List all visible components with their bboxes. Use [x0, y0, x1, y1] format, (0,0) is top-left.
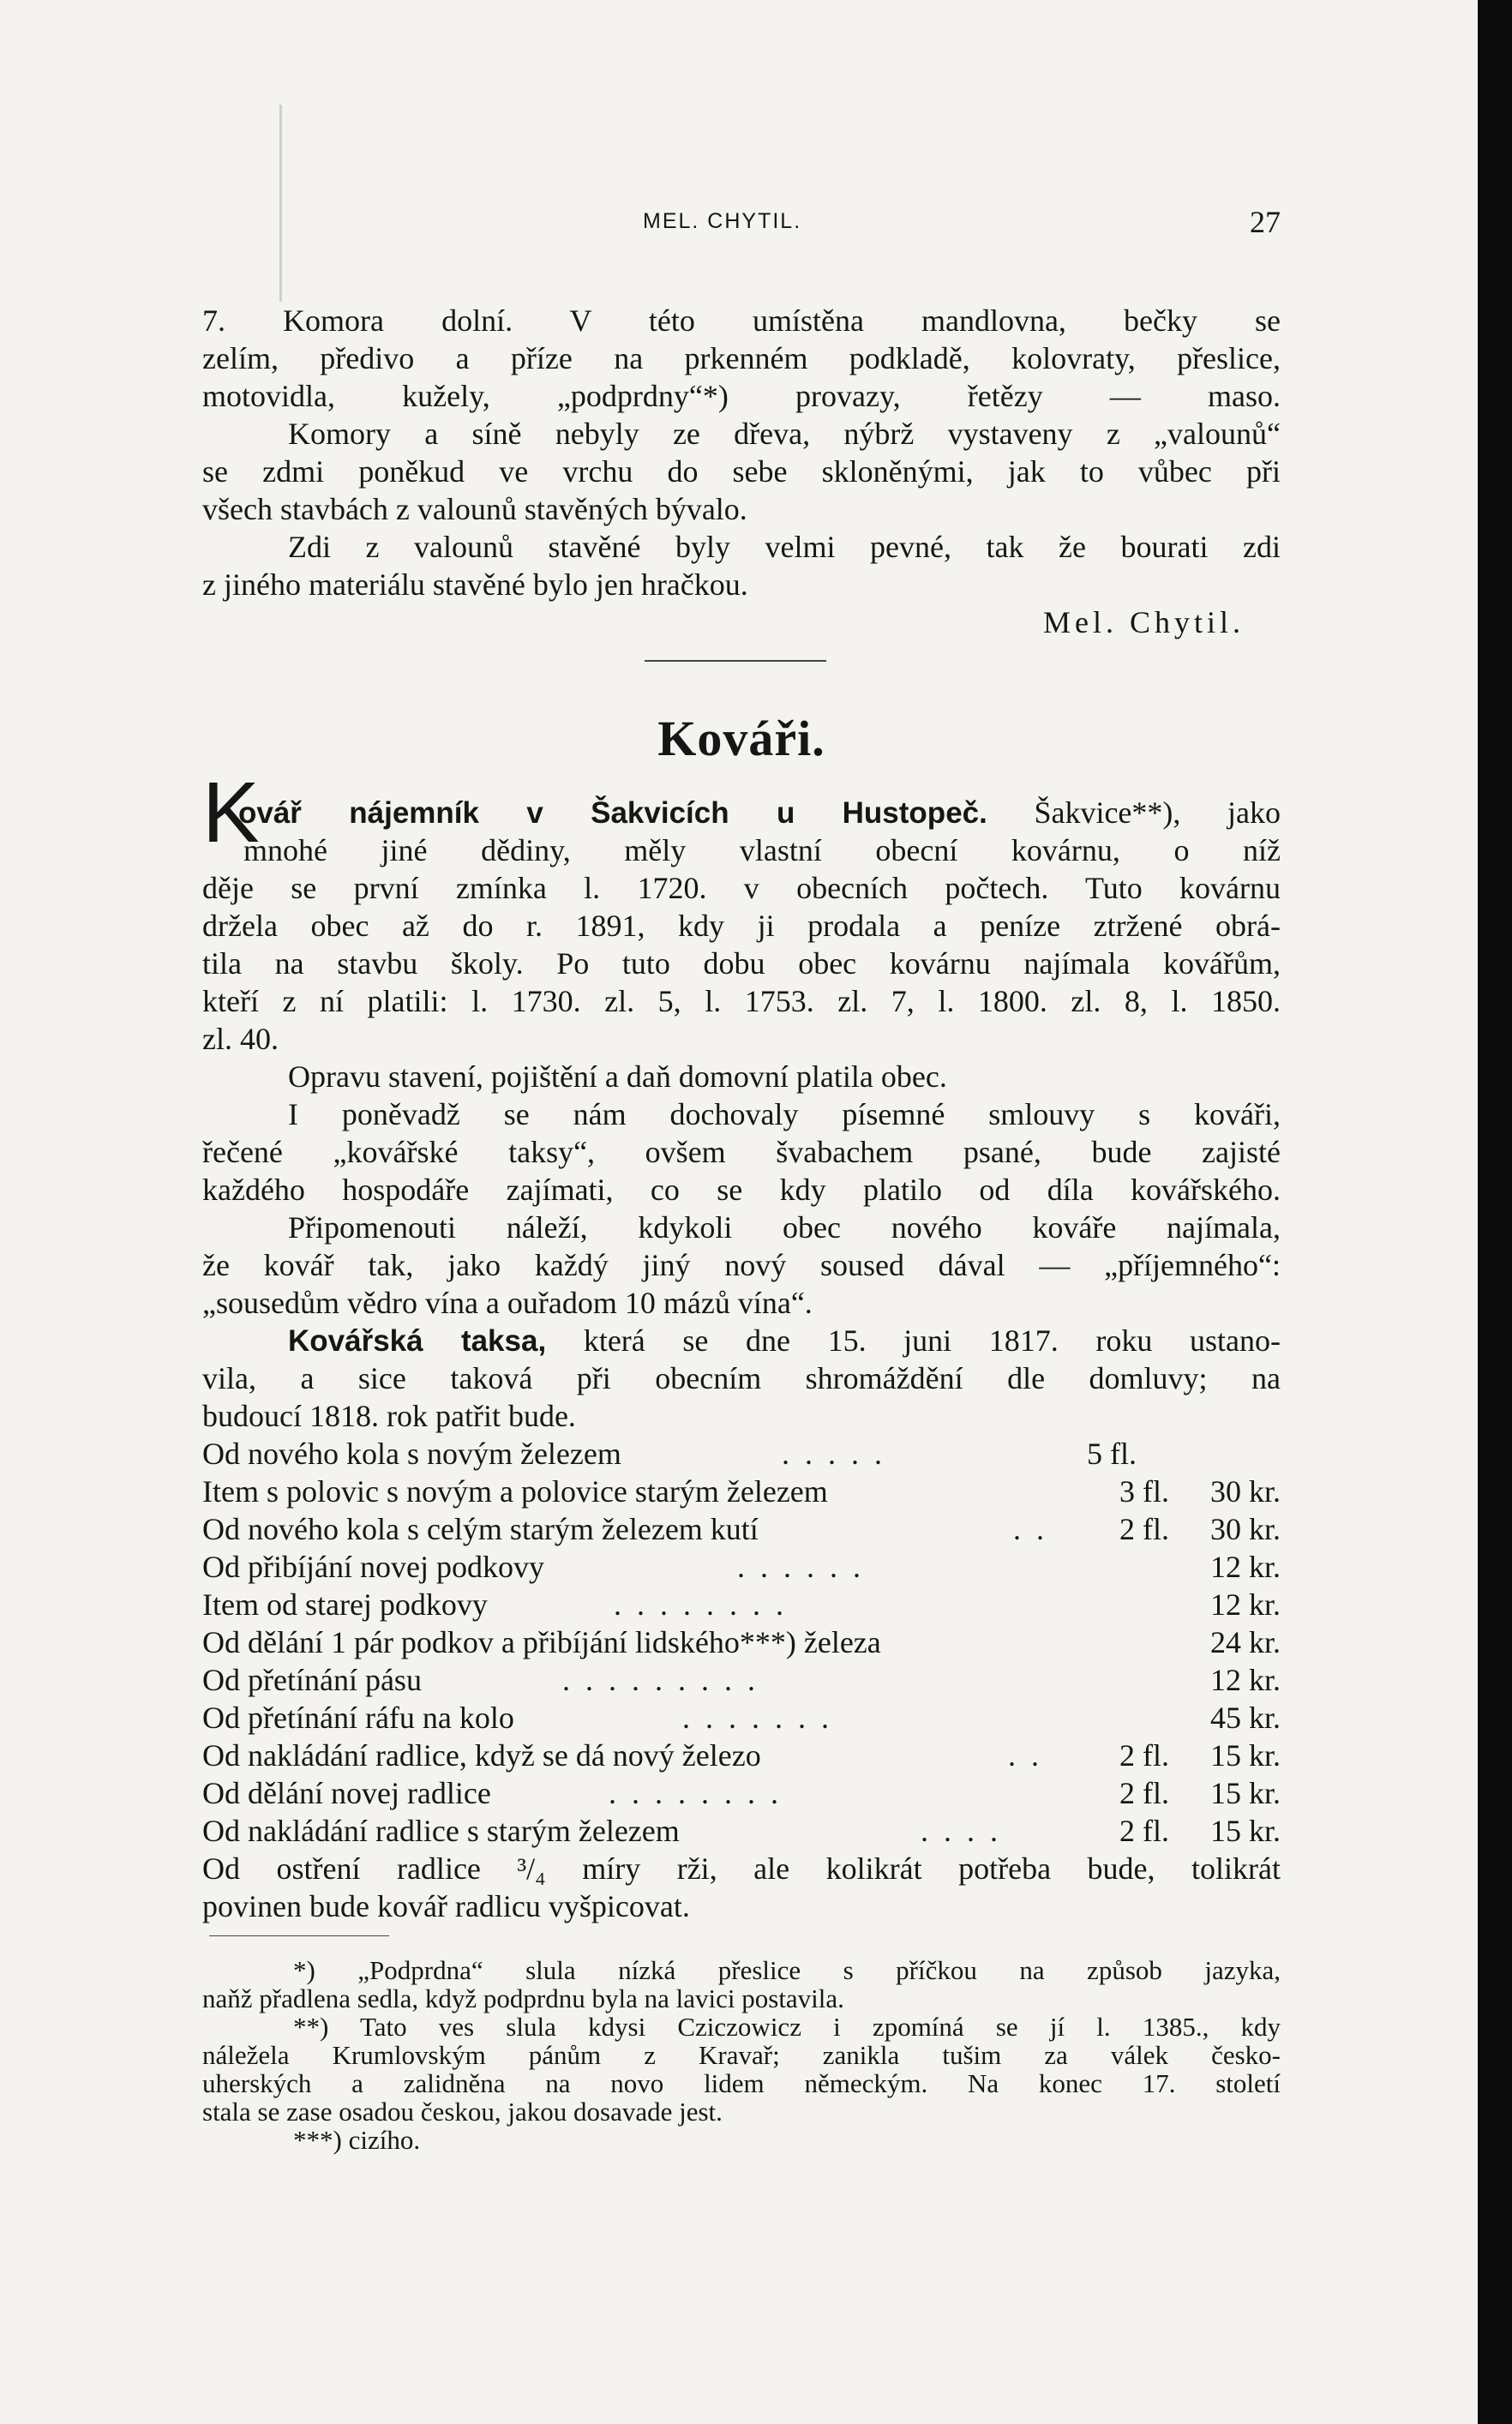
tariff-kr: 12 kr. — [1209, 1550, 1281, 1584]
text-line: kteří z ní platili: l. 1730. zl. 5, l. 1753. zl. 7, l. 1800. zl. 8, l. 1850. — [202, 984, 1281, 1018]
tariff-row — [202, 1812, 1281, 1850]
tariff-item: Item od starej podkovy — [202, 1587, 488, 1622]
footnote-line: naňž přadlena sedla, když podprdnu byla na lavici postavila. — [202, 1983, 844, 2013]
tariff-row — [202, 1586, 1281, 1623]
signature-text: Mel. Chytil. — [1042, 605, 1245, 639]
tariff-kr: 45 kr. — [1209, 1701, 1281, 1735]
running-head: MEL. CHYTIL. — [643, 209, 802, 233]
page-number: 27 — [1250, 205, 1281, 239]
tariff-item: Od přetínání ráfu na kolo — [202, 1701, 514, 1735]
text-line: I poněvadž se nám dochovaly písemné smlouvy s kováři, — [288, 1097, 1281, 1131]
tariff-fl: 2 fl. — [1119, 1814, 1169, 1848]
text-line: mnohé jiné dědiny, měly vlastní obecní kovárnu, o níž — [243, 833, 1281, 867]
tariff-item: Od dělání 1 pár podkov a přibíjání lidského***) železa — [202, 1625, 881, 1659]
tariff-kr: 24 kr. — [1209, 1625, 1281, 1659]
taksa-first: která se dne 15. juni 1817. roku ustano- — [583, 1323, 1281, 1358]
footnote-line: **) Tato ves slula kdysi Cziczowicz i zpomíná se jí l. 1385., kdy — [293, 2012, 1281, 2042]
tariff-row — [202, 1699, 1281, 1737]
lead-line — [202, 794, 1281, 831]
text-line: povinen bude kovář radlicu vyšpicovat. — [202, 1889, 690, 1923]
tariff-kr: 30 kr. — [1209, 1474, 1281, 1509]
footnote-divider — [209, 1935, 389, 1936]
tariff-kr: 15 kr. — [1209, 1776, 1281, 1810]
text-line: všech stavbách z valounů stavěných bývalo. — [202, 492, 747, 526]
text-line: držela obec až do r. 1891, kdy ji prodala a peníze ztržené obrá- — [202, 909, 1281, 943]
tariff-fl: 2 fl. — [1119, 1512, 1169, 1546]
tariff-dots: ..... — [782, 1437, 897, 1471]
tariff-fl: 3 fl. — [1119, 1474, 1169, 1509]
footnote-line: ***) cizího. — [293, 2125, 421, 2155]
tariff-dots: .. — [1013, 1512, 1059, 1546]
tariff-kr: 30 kr. — [1209, 1512, 1281, 1546]
tariff-row — [202, 1661, 1281, 1699]
text-line: děje se první zmínka l. 1720. v obecních počtech. Tuto kovárnu — [202, 871, 1281, 905]
text-line: vila, a sice taková při obecním shromáždění dle domluvy; na — [202, 1361, 1281, 1395]
text-line: Komory a síně nebyly ze dřeva, nýbrž vystaveny z „valounů“ — [288, 417, 1281, 451]
tariff-row — [202, 1548, 1281, 1586]
tariff-row — [202, 1510, 1281, 1548]
article-body — [202, 794, 1281, 1925]
text-line: se zdmi poněkud ve vrchu do sebe skloněnými, jak to vůbec při — [202, 454, 1281, 489]
text-line: Od ostření radlice ³/₄ míry rži, ale kolikrát potřeba bude, tolikrát — [202, 1851, 1281, 1886]
taksa-bold: Kovářská taksa, — [288, 1324, 547, 1358]
text-line: budoucí 1818. rok patřit bude. — [202, 1399, 576, 1433]
tariff-fl: 2 fl. — [1119, 1776, 1169, 1810]
text-line: že kovář tak, jako každý jiný nový soused dával — „příjemného“: — [202, 1248, 1281, 1282]
tariff-dots: .... — [921, 1814, 1013, 1848]
tariff-row — [202, 1623, 1281, 1661]
taksa-line — [202, 1322, 1281, 1359]
tariff-kr: 15 kr. — [1209, 1814, 1281, 1848]
footnotes — [202, 1956, 1281, 2154]
tariff-table — [202, 1435, 1281, 1850]
text-line: každého hospodáře zajímati, co se kdy platilo od díla kovářského. — [202, 1173, 1281, 1207]
drop-cap: K — [202, 765, 260, 861]
tariff-item: Od přibíjání novej podkovy — [202, 1550, 544, 1584]
tariff-item: Od nakládání radlice s starým železem — [202, 1814, 680, 1848]
tariff-dots: ...... — [737, 1550, 876, 1584]
lead-bold: ovář nájemník v Šakvicích u Hustopeč. — [238, 796, 987, 830]
intro-section — [202, 302, 1281, 641]
tariff-dots: ......... — [562, 1663, 771, 1697]
text-line: 7. Komora dolní. V této umístěna mandlovna, bečky se — [202, 303, 1281, 338]
text-line: tila na stavbu školy. Po tuto dobu obec kovárnu najímala kovářům, — [202, 946, 1281, 981]
tariff-dots: ........ — [614, 1587, 799, 1622]
page-header — [202, 204, 1281, 255]
footnote-line: uherských a zalidněna na novo lidem německým. Na konec 17. století — [202, 2068, 1281, 2098]
tariff-row — [202, 1737, 1281, 1774]
text-line: Zdi z valounů stavěné byly velmi pevné, tak že bourati zdi — [288, 530, 1281, 564]
tariff-fl: 2 fl. — [1119, 1738, 1169, 1773]
tariff-row — [202, 1473, 1281, 1510]
footnote-line: stala se zase osadou českou, jakou dosavade jest. — [202, 2097, 723, 2127]
signature — [202, 603, 1281, 641]
text-line: řečené „kovářské taksy“, ovšem švabachem psané, bude zajisté — [202, 1135, 1281, 1169]
tariff-item: Item s polovic s novým a polovice starým železem — [202, 1474, 828, 1509]
text-line: z jiného materiálu stavěné bylo jen hračkou. — [202, 567, 748, 602]
text-line: Připomenouti náleží, kdykoli obec nového kováře najímala, — [288, 1210, 1281, 1245]
text-line: motovidla, kužely, „podprdny“*) provazy, řetězy — maso. — [202, 379, 1281, 413]
tariff-row — [202, 1774, 1281, 1812]
section-divider — [645, 660, 826, 662]
tariff-dots: .. — [1008, 1738, 1054, 1773]
tariff-row — [202, 1435, 1281, 1473]
text-line: Opravu stavení, pojištění a daň domovní platila obec. — [288, 1059, 947, 1094]
text-line: zelím, předivo a příze na prkenném podkladě, kolovraty, přeslice, — [202, 341, 1281, 375]
tariff-item: Od nakládání radlice, když se dá nový železo — [202, 1738, 761, 1773]
tariff-dots: ....... — [682, 1701, 844, 1735]
tariff-item: Od nového kola s celým starým železem kutí — [202, 1512, 759, 1546]
lead-rest: Šakvice**), jako — [1034, 795, 1281, 830]
tariff-item: Od nového kola s novým železem — [202, 1437, 621, 1471]
tariff-dots: ........ — [609, 1776, 794, 1810]
text-line: zl. 40. — [202, 1022, 279, 1056]
article-title: Kováři. — [657, 711, 825, 766]
footnote-line: *) „Podprdna“ slula nízká přeslice s příčkou na způsob jazyka, — [293, 1955, 1281, 1985]
text-line: „sousedům vědro vína a ouřadom 10 mázů vína“. — [202, 1286, 813, 1320]
tariff-fl: 5 fl. — [1087, 1437, 1137, 1471]
footnote-line: náležela Krumlovským pánům z Kravař; zanikla tušim za válek česko- — [202, 2040, 1281, 2070]
tariff-item: Od přetínání pásu — [202, 1663, 422, 1697]
tariff-item: Od dělání novej radlice — [202, 1776, 491, 1810]
page-text — [202, 0, 1281, 2424]
tariff-kr: 12 kr. — [1209, 1663, 1281, 1697]
tariff-kr: 15 kr. — [1209, 1738, 1281, 1773]
tariff-kr: 12 kr. — [1209, 1587, 1281, 1622]
